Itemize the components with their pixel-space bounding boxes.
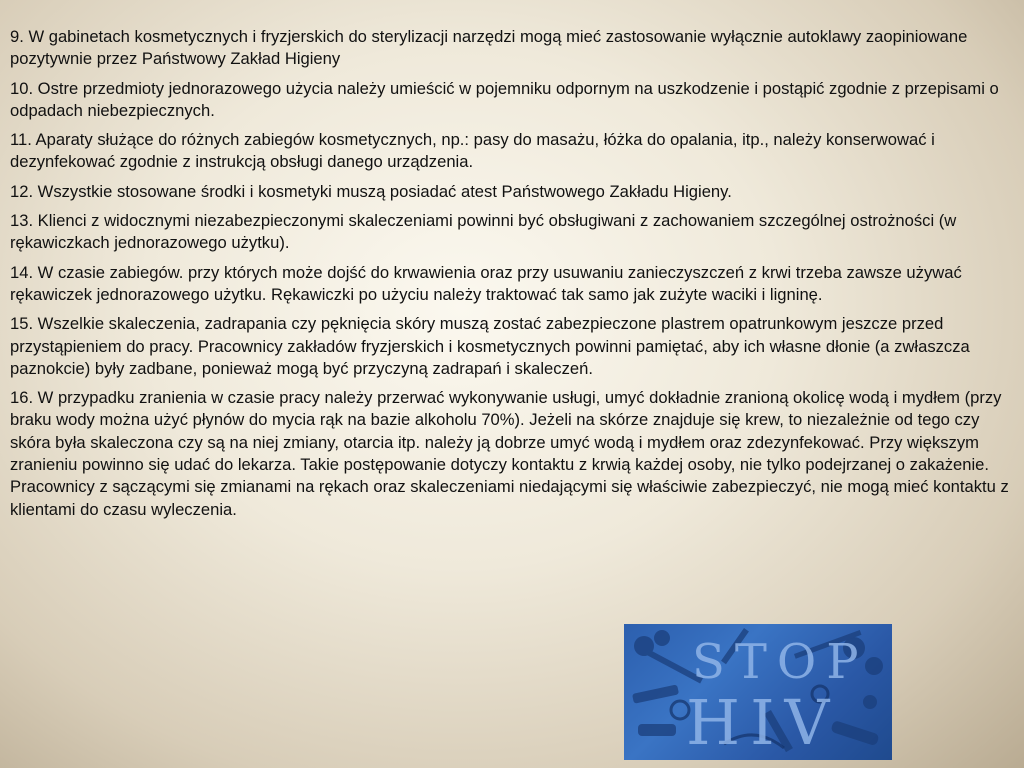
paragraph-15: 15. Wszelkie skaleczenia, zadrapania czy pęknięcia skóry muszą zostać zabezpieczone plastrem opatrunkowym jeszcze przed przystąpieniem do pracy. Pracownicy zakładów fryzjerskich i kosmetycznych powinni pamiętać, aby ich własne dłonie (a zwłaszcza paznokcie) były zadbane, ponieważ mogą być przyczyną zadrapań i skaleczeń. xyxy=(10,314,970,378)
paragraph-9: 9. W gabinetach kosmetycznych i fryzjerskich do sterylizacji narzędzi mogą mieć zastosowanie wyłącznie autoklawy zaopiniowane pozytywnie przez Państwowy Zakład Higieny xyxy=(10,27,968,69)
stop-text: STOP xyxy=(692,634,869,690)
paragraph-14: 14. W czasie zabiegów. przy których może dojść do krwawienia oraz przy usuwaniu zanieczyszczeń z krwi trzeba zawsze używać rękawiczek jednorazowego użytku. Rękawiczki po użyciu należy traktować tak samo jak zużyte waciki i ligninę. xyxy=(10,262,962,304)
paragraph-13: 13. Klienci z widocznymi niezabezpieczonymi skaleczeniami powinni być obsługiwani z zachowaniem szczególnej ostrożności (w rękawiczkach jednorazowego użytku). xyxy=(10,211,957,253)
stop-hiv-image xyxy=(624,624,892,760)
paragraph-16: 16. W przypadku zranienia w czasie pracy należy przerwać wykonywanie usługi, umyć dokładnie zranioną okolicę wodą i mydłem (przy braku wody można użyć płynów do mycia rąk na bazie alkoholu 70%). Jeżeli na skórze znajduje się krew, to niezależnie od tego czy skóra była skaleczona czy są na niej zmiany, otarcia itp. należy ją dobrze umyć wodą i mydłem oraz zdezynfekować. Przy większym zranieniu powinno się udać do lekarza. Takie postępowanie dotyczy kontaktu z krwią każdej osoby, nie tylko podejrzanej o zakażenie. Pracownicy z sączącymi się zmianami na rękach oraz skaleczeniami niedającymi się właściwie zabezpieczyć, nie mogą mieć kontaktu z klientami do czasu wyleczenia. xyxy=(10,388,1009,519)
paragraph-12: 12. Wszystkie stosowane środki i kosmetyki muszą posiadać atest Państwowego Zakładu Higieny. xyxy=(10,181,732,201)
hiv-text: HIV xyxy=(686,686,840,759)
paragraph-11: 11. Aparaty służące do różnych zabiegów kosmetycznych, np.: pasy do masażu, łóżka do opalania, itp., należy konserwować i dezynfekować zgodnie z instrukcją obsługi danego urządzenia. xyxy=(10,130,935,172)
paragraph-10: 10. Ostre przedmioty jednorazowego użycia należy umieścić w pojemniku odpornym na uszkodzenie i postąpić zgodnie z przepisami o odpadach niebezpiecznych. xyxy=(10,78,999,120)
text-body xyxy=(10,26,1016,528)
